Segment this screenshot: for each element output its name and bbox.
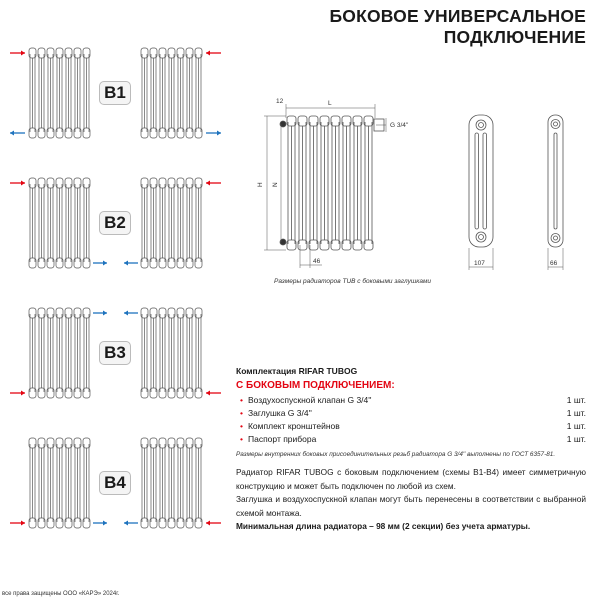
radiator-front-view: [280, 116, 384, 250]
radiator-right: [141, 308, 202, 398]
kit-note: Размеры внутренних боковых присоединительных резьб радиатора G 3/4'' выполнены по ГОСТ 6357-81.: [236, 451, 556, 458]
flow-arrow: [124, 311, 138, 316]
radiator-right: [141, 438, 202, 528]
dim-L: L: [328, 100, 332, 107]
flow-arrow: [10, 181, 25, 186]
scheme-label-b4: B4: [99, 471, 131, 495]
flow-arrow: [206, 181, 221, 186]
scheme-label-b1: B1: [99, 81, 131, 105]
radiator-right: [141, 48, 202, 138]
flow-arrow: [93, 521, 107, 526]
dim-66: 66: [550, 260, 558, 267]
kit-list: [236, 394, 586, 446]
scheme-label-b3: B3: [99, 341, 131, 365]
dim-H: H: [257, 182, 264, 187]
flow-arrow: [93, 261, 107, 266]
flow-arrow: [124, 261, 138, 266]
list-item: • Паспорт прибора 1 шт.: [236, 433, 586, 446]
drawing-caption: Размеры радиаторов TUB с боковыми заглушками: [274, 278, 432, 285]
radiator-side-view: [469, 115, 563, 247]
radiator-right: [141, 178, 202, 268]
flow-arrow: [10, 521, 25, 526]
radiator-left: [29, 48, 90, 138]
flow-arrow: [10, 51, 25, 56]
dim-107: 107: [474, 260, 485, 267]
kit-heading: Комплектация RIFAR TUBOG: [236, 366, 358, 376]
description: Радиатор RIFAR TUBOG с боковым подключением (схемы В1-В4) имеет симметричную конструкцию и может быть подключен по любой из схем. Заглушка и воздухоспускной клапан могут быть перенесены в соответствии с выбранной схемой монтажа. Минимальная длина радиатора – 98 мм (2 секции) без учета арматуры.: [236, 467, 586, 531]
flow-arrow: [206, 131, 221, 136]
flow-arrow: [206, 391, 221, 396]
flow-arrow: [10, 131, 25, 136]
dim-12: 12: [276, 98, 284, 105]
list-item: • Комплект кронштейнов 1 шт.: [236, 420, 586, 433]
flow-arrow: [93, 311, 107, 316]
dim-N: N: [272, 182, 279, 187]
copyright: все права защищены ООО «КАРЭ» 2024г.: [2, 591, 120, 597]
list-item: • Воздухоспускной клапан G 3/4'' 1 шт.: [236, 394, 586, 407]
radiator-left: [29, 178, 90, 268]
radiator-left: [29, 438, 90, 528]
flow-arrow: [124, 521, 138, 526]
page-title: БОКОВОЕ УНИВЕРСАЛЬНОЕ ПОДКЛЮЧЕНИЕ: [329, 6, 586, 47]
flow-arrow: [10, 391, 25, 396]
thread-label: G 3/4'': [390, 122, 409, 129]
kit-subheading: С БОКОВЫМ ПОДКЛЮЧЕНИЕМ:: [236, 380, 395, 391]
dim-46: 46: [313, 258, 321, 265]
flow-arrow: [206, 521, 221, 526]
radiator-left: [29, 308, 90, 398]
scheme-label-b2: B2: [99, 211, 131, 235]
flow-arrow: [206, 51, 221, 56]
dimension-drawing: [250, 90, 600, 280]
list-item: • Заглушка G 3/4'' 1 шт.: [236, 407, 586, 420]
kit-section: [236, 366, 586, 458]
